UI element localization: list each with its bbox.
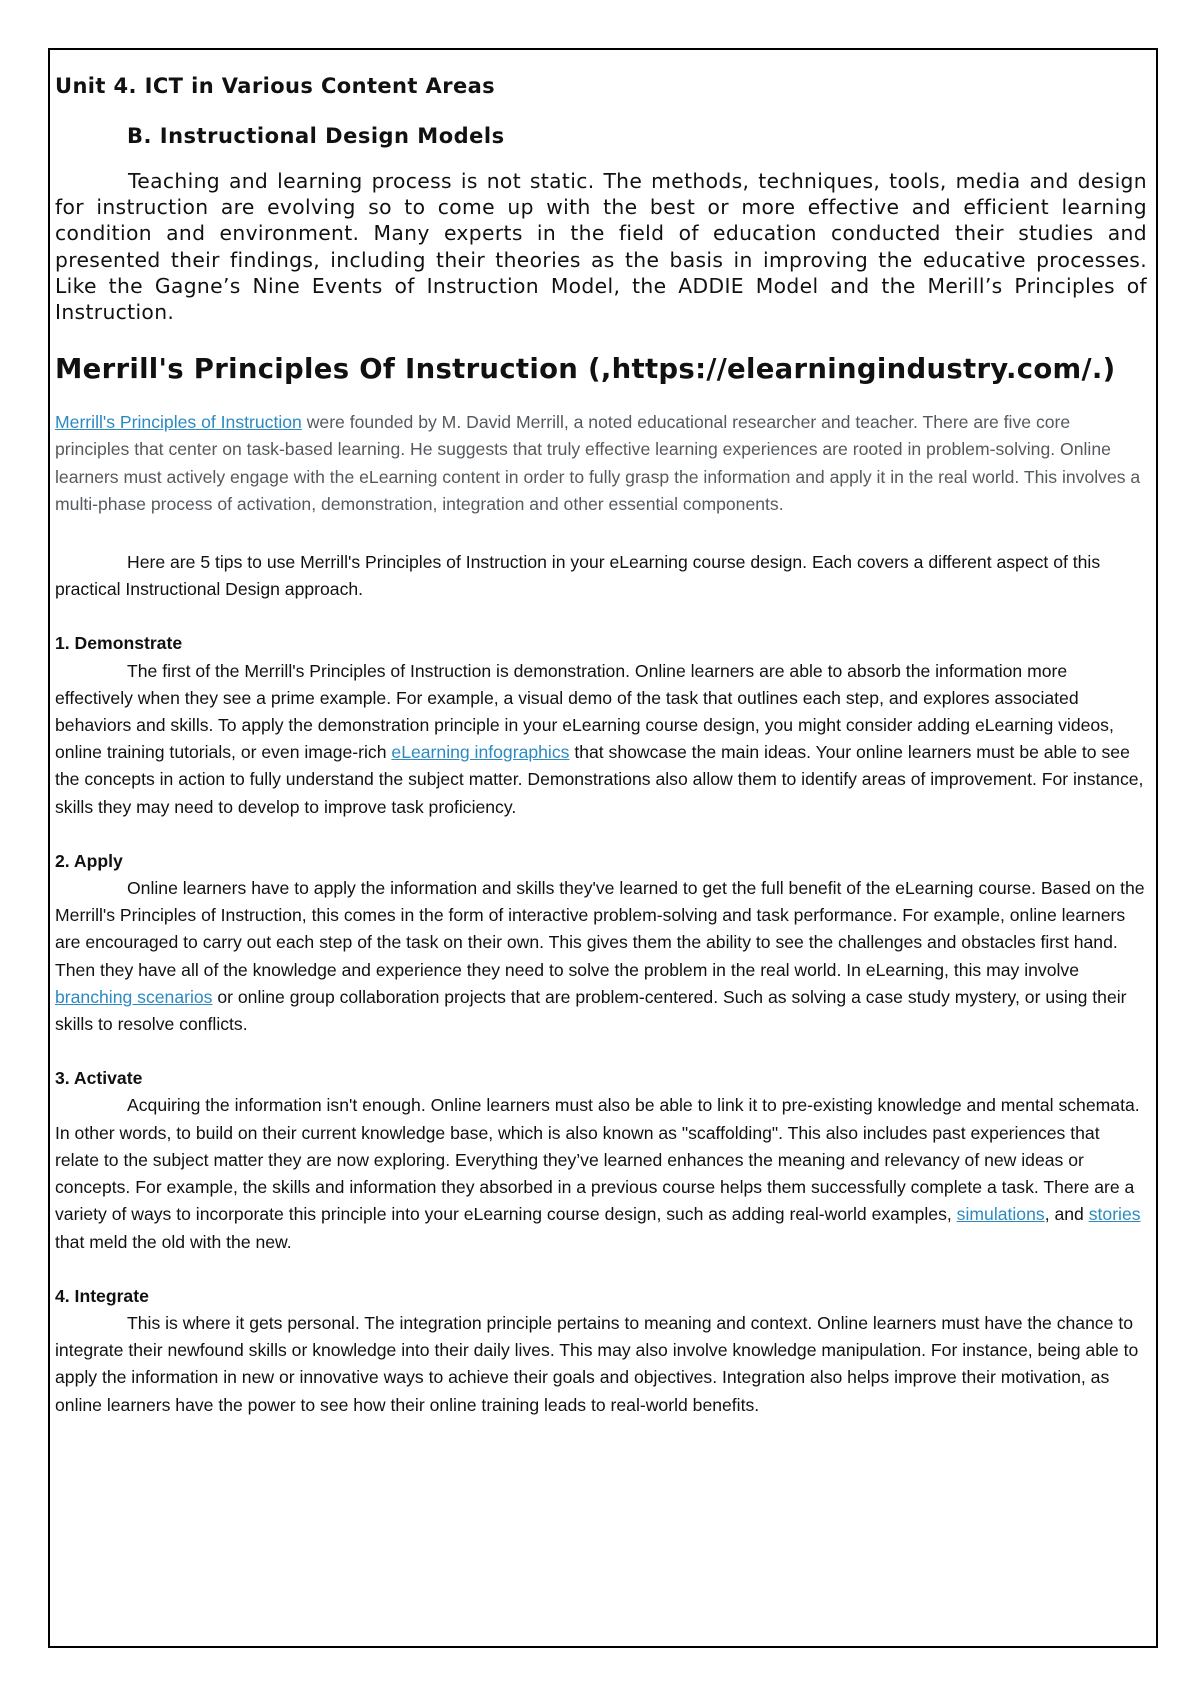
intro-paragraph: Teaching and learning process is not static. The methods, techniques, tools, media and design for instruction are evolving so to come up with the best or more effective and efficient learning condition and environment. Many experts in the field of education conducted their studies and presented their findings, including their theories as the basis in improving the educative processes. Like the Gagne’s Nine Events of Instruction Model, the ADDIE Model and the Merill’s Principles of Instruction. — [55, 169, 1147, 325]
simulations-link[interactable]: simulations — [956, 1204, 1045, 1225]
tip-demonstrate — [55, 630, 1147, 820]
overview-text: were founded by M. David Merrill, a noted educational researcher and teacher. There are five core principles that center on task-based learning. He suggests that truly effective learning experiences are rooted in problem-solving. Online learners must actively engage with the eLearning content in order to fully grasp the information and apply it in the real world. This involves a multi-phase process of activation, demonstration, integration and other essential components. — [55, 412, 1141, 514]
section-title: B. Instructional Design Models — [127, 124, 505, 148]
tip-title: 4. Integrate — [55, 1285, 149, 1306]
tip-activate — [55, 1065, 1147, 1255]
overview-paragraph — [55, 409, 1147, 518]
tip-title: 2. Apply — [55, 850, 123, 871]
tip-body — [55, 1092, 1147, 1255]
tip-text: , and — [1044, 1204, 1089, 1225]
tip-body — [55, 658, 1147, 821]
tip-apply — [55, 848, 1147, 1038]
tip-text: that showcase the main ideas. Your online learners must be able to see the concepts in action to fully understand the subject matter. Demonstrations also allow them to identify areas of improvement. For instance, skills they may need to develop to improve task proficiency. — [55, 742, 1144, 817]
stories-link[interactable]: stories — [1088, 1204, 1141, 1225]
tip-text: Acquiring the information isn't enough. Online learners must also be able to link it to pre-existing knowledge and mental schemata. In other words, to build on their current knowledge base, which is also known as "scaffolding". This also includes past experiences that relate to the subject matter they are now exploring. Everything they’ve learned enhances the meaning and relevancy of new ideas or concepts. For example, the skills and information they absorbed in a previous course helps them successfully complete a task. There are a variety of ways to incorporate this principle into your eLearning course design, such as adding real-world examples, — [55, 1095, 1140, 1225]
tip-text: The first of the Merrill's Principles of Instruction is demonstration. Online learners are able to absorb the information more effectively when they see a prime example. For example, a visual demo of the task that outlines each step, and explores associated behaviors and skills. To apply the demonstration principle in your eLearning course design, you might consider adding eLearning videos, online training tutorials, or even image-rich — [55, 660, 1114, 763]
tip-text: that meld the old with the new. — [55, 1231, 292, 1252]
tip-integrate — [55, 1283, 1147, 1419]
tip-body: This is where it gets personal. The integration principle pertains to meaning and context. Online learners must have the chance to integrate their newfound skills or knowledge into their daily lives. This may also involve knowledge manipulation. For instance, being able to apply the information in new or innovative ways to achieve their goals and objectives. Integration also helps improve their motivation, as online learners have the power to see how their online training leads to real-world benefits. — [55, 1312, 1139, 1415]
tip-title: 1. Demonstrate — [55, 633, 183, 654]
tip-body — [55, 875, 1147, 1038]
elearning-infographics-link[interactable]: eLearning infographics — [391, 742, 570, 763]
tip-text: or online group collaboration projects that are problem-centered. Such as solving a case study mystery, or using their skills to resolve conflicts. — [55, 986, 1127, 1035]
tip-text: Online learners have to apply the information and skills they've learned to get the full benefit of the eLearning course. Based on the Merrill's Principles of Instruction, this comes in the form of interactive problem-solving and task performance. For example, online learners are encouraged to carry out each step of the task on their own. This gives them the ability to see the challenges and obstacles first hand. Then they have all of the knowledge and experience they need to solve the problem in the real world. In eLearning, this may involve — [55, 878, 1145, 980]
tips-intro: Here are 5 tips to use Merrill's Principles of Instruction in your eLearning course design. Each covers a different aspect of this practical Instructional Design approach. — [55, 552, 1101, 600]
document-content — [55, 72, 1147, 1419]
main-heading: Merrill's Principles Of Instruction (,https://elearningindustry.com/.) — [55, 353, 1116, 386]
tip-title: 3. Activate — [55, 1068, 143, 1089]
branching-scenarios-link[interactable]: branching scenarios — [55, 986, 213, 1007]
unit-title: Unit 4. ICT in Various Content Areas — [55, 74, 496, 98]
merrill-principles-link[interactable]: Merrill's Principles of Instruction — [55, 412, 302, 433]
